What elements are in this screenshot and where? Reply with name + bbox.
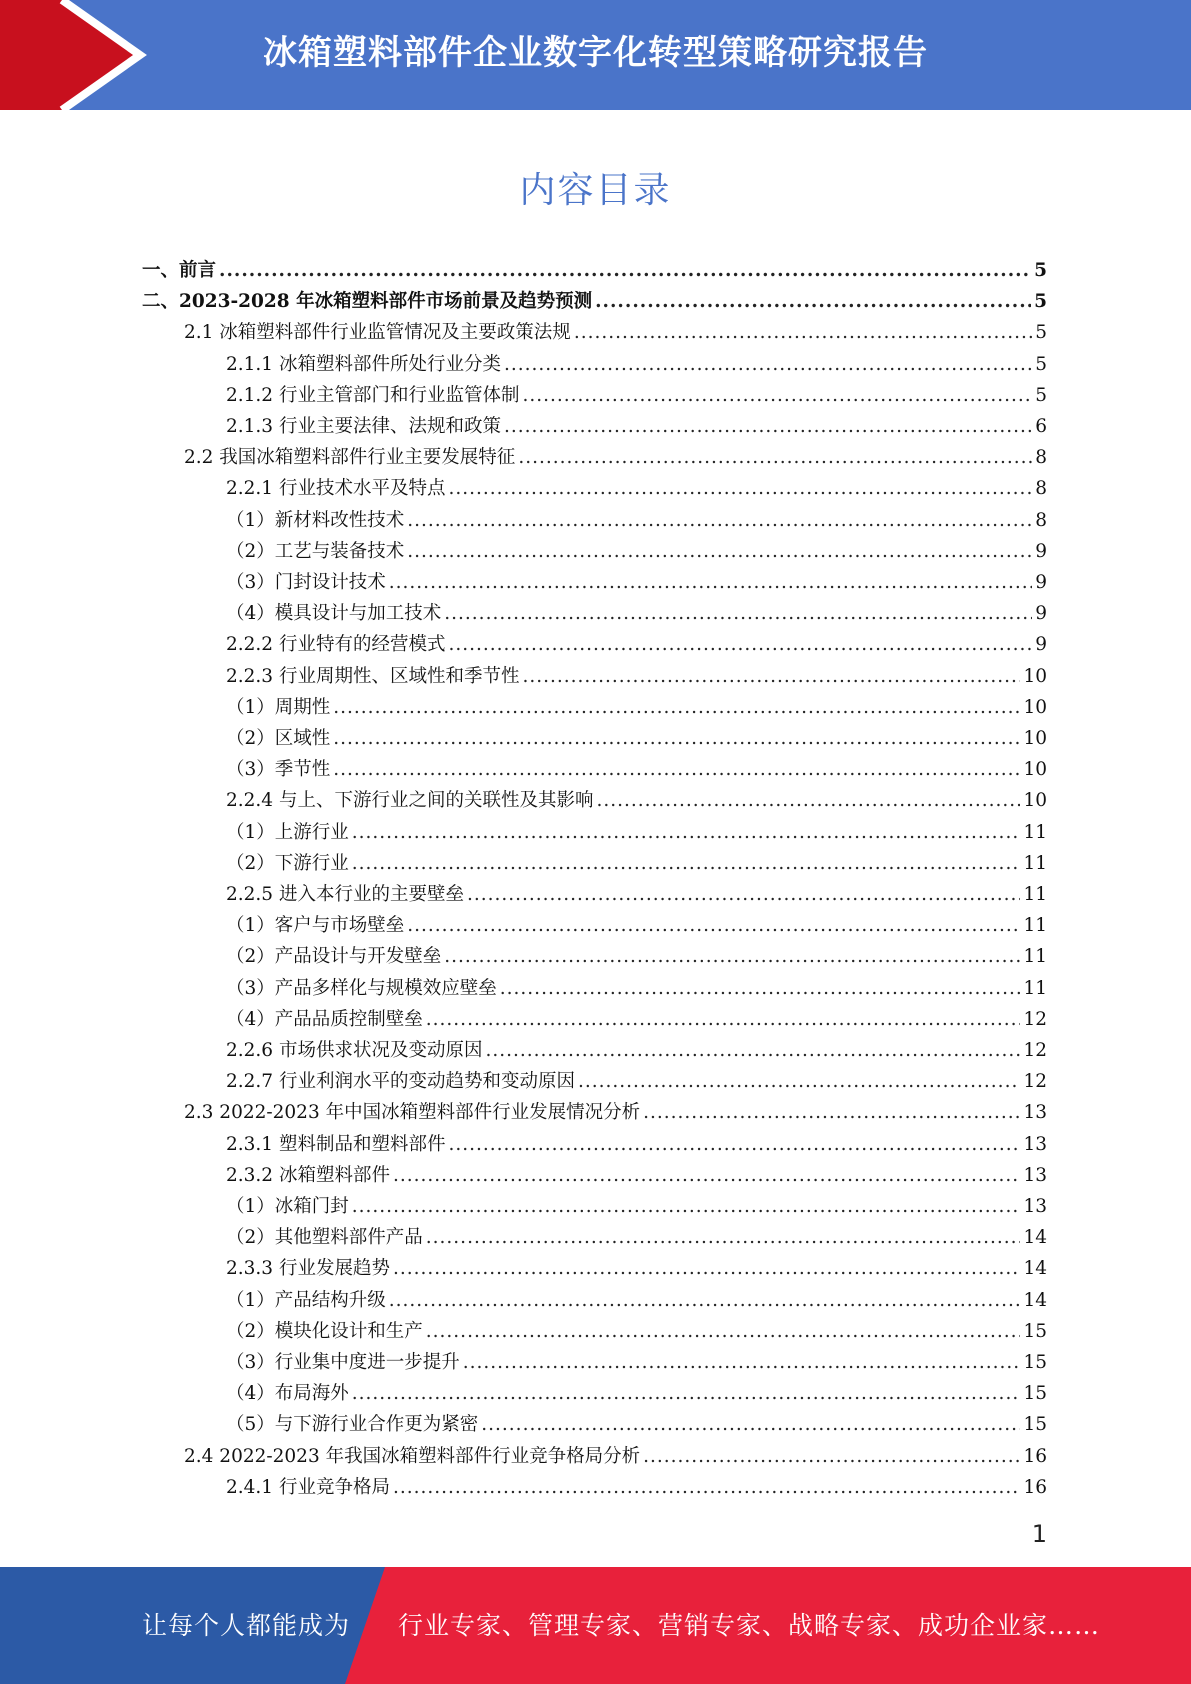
toc-leader-dots bbox=[407, 505, 1032, 536]
toc-entry-page: 15 bbox=[1023, 1414, 1047, 1436]
toc-entry[interactable] bbox=[226, 349, 1047, 380]
toc-entry[interactable] bbox=[226, 973, 1047, 1004]
toc-leader-dots bbox=[463, 1347, 1021, 1378]
toc-entry-label: （2）产品设计与开发壁垒 bbox=[226, 946, 442, 968]
toc-leader-dots bbox=[500, 973, 1021, 1004]
toc-entry-label: 2.4 2022-2023 年我国冰箱塑料部件行业竞争格局分析 bbox=[184, 1445, 641, 1467]
toc-leader-dots bbox=[393, 1253, 1020, 1284]
toc-leader-dots bbox=[578, 1066, 1020, 1097]
toc-entry[interactable] bbox=[226, 1253, 1047, 1284]
toc-entry-page: 11 bbox=[1023, 946, 1047, 968]
toc-leader-dots bbox=[467, 879, 1020, 910]
toc-entry-label: （1）冰箱门封 bbox=[226, 1196, 349, 1217]
toc-entry[interactable] bbox=[226, 785, 1047, 816]
toc-entry-page: 10 bbox=[1023, 790, 1047, 812]
toc-entry[interactable] bbox=[226, 879, 1047, 910]
toc-entry[interactable] bbox=[226, 1409, 1047, 1440]
toc-leader-dots bbox=[595, 286, 1031, 317]
toc-entry[interactable] bbox=[226, 1035, 1047, 1066]
toc-entry-label: 二、2023-2028 年冰箱塑料部件市场前景及趋势预测 bbox=[142, 291, 593, 313]
toc-entry[interactable] bbox=[226, 1004, 1047, 1035]
toc-entry[interactable] bbox=[226, 1472, 1047, 1503]
toc-entry[interactable] bbox=[226, 848, 1047, 879]
toc-entry[interactable] bbox=[226, 473, 1047, 504]
toc-leader-dots bbox=[352, 817, 1021, 848]
toc-leader-dots bbox=[574, 317, 1032, 348]
page-number: 1 bbox=[1031, 1520, 1047, 1548]
toc-entry[interactable] bbox=[226, 754, 1047, 785]
header-arrow-graphic bbox=[0, 0, 160, 110]
report-title: 冰箱塑料部件企业数字化转型策略研究报告 bbox=[263, 33, 928, 73]
toc-entry[interactable] bbox=[226, 661, 1047, 692]
toc-entry[interactable] bbox=[226, 380, 1047, 411]
toc-leader-dots bbox=[444, 598, 1032, 629]
toc-leader-dots bbox=[393, 1472, 1020, 1503]
toc-entry-page: 11 bbox=[1023, 852, 1047, 874]
toc-entry-label: （1）新材料改性技术 bbox=[226, 509, 405, 531]
toc-leader-dots bbox=[485, 1035, 1020, 1066]
toc-entry[interactable] bbox=[226, 598, 1047, 629]
toc-entry-label: 2.2.7 行业利润水平的变动趋势和变动原因 bbox=[226, 1071, 575, 1093]
toc-entry-label: 2.4.1 行业竞争格局 bbox=[226, 1476, 390, 1498]
toc-entry-page: 10 bbox=[1023, 728, 1047, 749]
toc-leader-dots bbox=[643, 1441, 1020, 1472]
toc-leader-dots bbox=[448, 1129, 1020, 1160]
toc-entry[interactable] bbox=[226, 941, 1047, 972]
toc-entry-label: （4）布局海外 bbox=[226, 1383, 349, 1405]
toc-leader-dots bbox=[596, 785, 1020, 816]
toc-entry[interactable] bbox=[226, 910, 1047, 941]
toc-entry-page: 10 bbox=[1023, 696, 1047, 718]
toc-entry-label: （1）上游行业 bbox=[226, 821, 349, 843]
toc-entry-label: 2.2 我国冰箱塑料部件行业主要发展特征 bbox=[184, 447, 516, 469]
toc-entry-page: 11 bbox=[1023, 915, 1047, 937]
toc-entry[interactable] bbox=[226, 1285, 1047, 1316]
toc-leader-dots bbox=[481, 1409, 1020, 1440]
toc-entry-label: （2）工艺与装备技术 bbox=[226, 540, 405, 562]
toc-leader-dots bbox=[643, 1097, 1020, 1128]
toc-entry-label: 2.3.1 塑料制品和塑料部件 bbox=[226, 1133, 446, 1155]
toc-entry[interactable] bbox=[142, 286, 1047, 317]
toc-entry-label: （3）季节性 bbox=[226, 759, 331, 781]
toc-entry[interactable] bbox=[226, 1347, 1047, 1378]
toc-entry-page: 5 bbox=[1035, 384, 1047, 406]
footer-banner bbox=[0, 1567, 1191, 1684]
toc-entry-page: 8 bbox=[1035, 447, 1047, 469]
toc-entry-page: 11 bbox=[1023, 884, 1047, 905]
toc-entry-page: 15 bbox=[1023, 1320, 1047, 1342]
toc-entry[interactable] bbox=[226, 723, 1047, 754]
toc-entry-page: 5 bbox=[1035, 353, 1047, 375]
toc-leader-dots bbox=[333, 692, 1020, 723]
toc-leader-dots bbox=[219, 255, 1031, 286]
toc-entry-page: 13 bbox=[1023, 1133, 1047, 1155]
toc-entry-page: 8 bbox=[1035, 478, 1047, 500]
toc-leader-dots bbox=[504, 349, 1032, 380]
toc-entry-page: 13 bbox=[1023, 1102, 1047, 1124]
toc-leader-dots bbox=[352, 1191, 1021, 1222]
toc-entry-label: 2.2.6 市场供求状况及变动原因 bbox=[226, 1040, 483, 1061]
toc-leader-dots bbox=[444, 941, 1020, 972]
toc-entry-label: 2.3.2 冰箱塑料部件 bbox=[226, 1164, 390, 1186]
toc-leader-dots bbox=[333, 723, 1020, 754]
toc-entry-label: 2.1.1 冰箱塑料部件所处行业分类 bbox=[226, 353, 501, 375]
toc-leader-dots bbox=[352, 1378, 1021, 1409]
toc-entry-label: 一、前言 bbox=[142, 260, 217, 281]
toc-leader-dots bbox=[389, 567, 1032, 598]
toc-entry-page: 5 bbox=[1035, 322, 1047, 344]
toc-entry-label: （3）门封设计技术 bbox=[226, 572, 386, 593]
toc-entry-page: 14 bbox=[1023, 1258, 1047, 1280]
toc-entry-label: 2.2.4 与上、下游行业之间的关联性及其影响 bbox=[226, 790, 594, 812]
toc-entry-page: 12 bbox=[1023, 1040, 1047, 1061]
toc-entry[interactable] bbox=[184, 442, 1047, 473]
toc-entry-page: 9 bbox=[1035, 634, 1047, 656]
toc-entry-label: （2）下游行业 bbox=[226, 852, 349, 874]
toc-entry-label: 2.2.2 行业特有的经营模式 bbox=[226, 634, 446, 656]
toc-entry-label: （2）区域性 bbox=[226, 728, 331, 749]
toc-entry-label: 2.1 冰箱塑料部件行业监管情况及主要政策法规 bbox=[184, 322, 571, 344]
toc-entry-label: 2.2.3 行业周期性、区域性和季节性 bbox=[226, 665, 520, 687]
toc-entry-page: 16 bbox=[1023, 1445, 1047, 1467]
toc-entry-page: 15 bbox=[1023, 1352, 1047, 1373]
toc-entry-page: 8 bbox=[1035, 509, 1047, 531]
toc-entry-label: （4）产品品质控制壁垒 bbox=[226, 1008, 423, 1030]
toc-entry-page: 9 bbox=[1035, 572, 1047, 593]
footer-slogan-left: 让每个人都能成为 bbox=[142, 1611, 351, 1640]
toc-leader-dots bbox=[448, 473, 1032, 504]
toc-entry[interactable] bbox=[226, 1378, 1047, 1409]
toc-leader-dots bbox=[522, 661, 1020, 692]
toc-entry-label: 2.1.2 行业主管部门和行业监管体制 bbox=[226, 384, 520, 406]
toc-entry-page: 9 bbox=[1035, 540, 1047, 562]
toc-entry-label: （2）其他塑料部件产品 bbox=[226, 1227, 423, 1249]
toc-leader-dots bbox=[504, 411, 1032, 442]
toc-entry-label: （2）模块化设计和生产 bbox=[226, 1320, 423, 1342]
toc-entry[interactable] bbox=[184, 1097, 1047, 1128]
toc-leader-dots bbox=[352, 848, 1021, 879]
toc-entry-page: 13 bbox=[1023, 1164, 1047, 1186]
toc-leader-dots bbox=[407, 910, 1020, 941]
toc-entry[interactable] bbox=[226, 1316, 1047, 1347]
toc-entry-label: 2.1.3 行业主要法律、法规和政策 bbox=[226, 416, 501, 437]
toc-leader-dots bbox=[426, 1004, 1021, 1035]
toc-entry-page: 6 bbox=[1035, 416, 1047, 437]
toc-entry-page: 11 bbox=[1023, 977, 1047, 999]
toc-entry-page: 16 bbox=[1023, 1476, 1047, 1498]
header-banner bbox=[0, 0, 1191, 110]
toc-entry-label: （3）产品多样化与规模效应壁垒 bbox=[226, 977, 497, 999]
toc-leader-dots bbox=[389, 1285, 1021, 1316]
toc-entry[interactable] bbox=[226, 411, 1047, 442]
toc-leader-dots bbox=[518, 442, 1032, 473]
toc-entry[interactable] bbox=[226, 629, 1047, 660]
toc-leader-dots bbox=[393, 1160, 1020, 1191]
toc-entry[interactable] bbox=[184, 1441, 1047, 1472]
toc-entry-page: 5 bbox=[1034, 260, 1047, 281]
toc-entry[interactable] bbox=[226, 536, 1047, 567]
toc-leader-dots bbox=[426, 1316, 1021, 1347]
toc-entry[interactable] bbox=[226, 1066, 1047, 1097]
toc-entry[interactable] bbox=[226, 567, 1047, 598]
toc-entry-page: 9 bbox=[1035, 603, 1047, 625]
toc-entry-page: 11 bbox=[1023, 821, 1047, 843]
toc-entry[interactable] bbox=[226, 1191, 1047, 1222]
toc-entry-label: （1）客户与市场壁垒 bbox=[226, 915, 405, 937]
toc-entry-label: （1）产品结构升级 bbox=[226, 1289, 386, 1311]
toc-entry[interactable] bbox=[184, 317, 1047, 348]
toc-entry-page: 12 bbox=[1023, 1071, 1047, 1093]
toc-entry[interactable] bbox=[226, 1222, 1047, 1253]
toc-leader-dots bbox=[522, 380, 1032, 411]
toc-entry[interactable] bbox=[226, 817, 1047, 848]
toc-entry-label: （4）模具设计与加工技术 bbox=[226, 603, 442, 625]
toc-entry[interactable] bbox=[142, 255, 1047, 286]
toc-entry-label: （5）与下游行业合作更为紧密 bbox=[226, 1414, 479, 1436]
toc-heading: 内容目录 bbox=[519, 170, 672, 211]
toc-entry-label: 2.3.3 行业发展趋势 bbox=[226, 1258, 390, 1280]
toc-entry-label: 2.3 2022-2023 年中国冰箱塑料部件行业发展情况分析 bbox=[184, 1102, 641, 1124]
toc-entry-page: 14 bbox=[1023, 1227, 1047, 1249]
toc-leader-dots bbox=[407, 536, 1032, 567]
toc-entry-label: （3）行业集中度进一步提升 bbox=[226, 1352, 460, 1373]
toc-entry[interactable] bbox=[226, 692, 1047, 723]
toc-entry-page: 10 bbox=[1023, 665, 1047, 687]
toc-entry-page: 12 bbox=[1023, 1008, 1047, 1030]
toc-entry-page: 14 bbox=[1023, 1289, 1047, 1311]
toc-entry[interactable] bbox=[226, 505, 1047, 536]
toc-entry-label: （1）周期性 bbox=[226, 696, 331, 718]
toc-entry-page: 15 bbox=[1023, 1383, 1047, 1405]
toc-leader-dots bbox=[333, 754, 1020, 785]
toc-entry-page: 13 bbox=[1023, 1196, 1047, 1217]
toc-entry-page: 5 bbox=[1034, 291, 1047, 313]
toc-entry-label: 2.2.5 进入本行业的主要壁垒 bbox=[226, 884, 464, 905]
toc-leader-dots bbox=[426, 1222, 1021, 1253]
toc-entry[interactable] bbox=[226, 1129, 1047, 1160]
toc-entry[interactable] bbox=[226, 1160, 1047, 1191]
toc-leader-dots bbox=[448, 629, 1032, 660]
toc-entry-label: 2.2.1 行业技术水平及特点 bbox=[226, 478, 446, 500]
footer-slogan-right: 行业专家、管理专家、营销专家、战略专家、成功企业家…… bbox=[398, 1611, 1101, 1640]
toc-entry-page: 10 bbox=[1023, 759, 1047, 781]
